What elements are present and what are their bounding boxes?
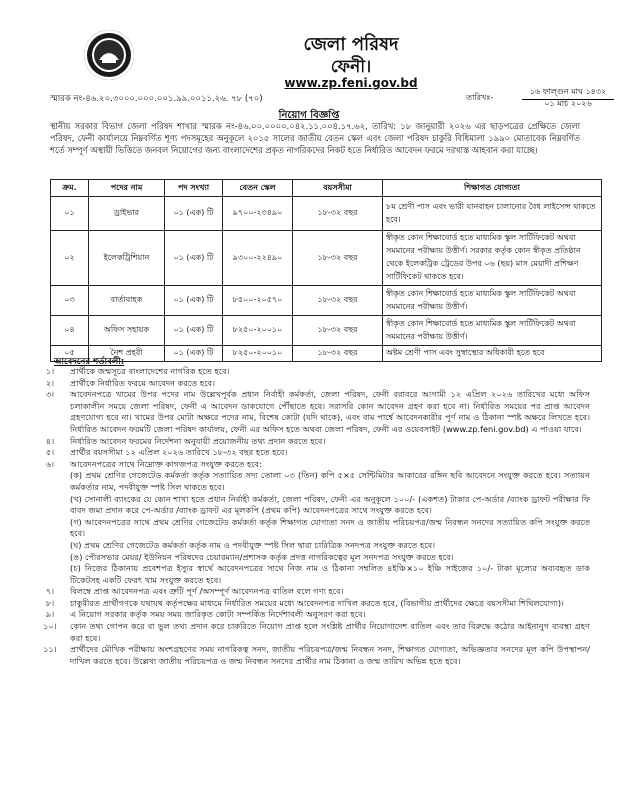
district-name: ফেনী। <box>330 57 372 77</box>
posts-table <box>50 179 602 362</box>
cell-qualification: স্বীকৃত কোন শিক্ষাবোর্ড হতে মাধ্যমিক স্কুল সার্টিফিকেট অথবা সমমানের পরীক্ষায় উত্তীর্ণ। সরকার কর্তৃক কোন স্বীকৃত প্রতিষ্ঠান থেকে ইলেকট্রিক ট্রেডের উপর ০৬ (ছয়) মাস মেয়াদী প্রশিক্ষণ সার্টিফিকেট থাকতে হবে। <box>383 231 602 286</box>
notice-title: নিয়োগ বিজ্ঞপ্তি <box>278 110 340 121</box>
col-age: বয়সসীমা <box>293 180 383 197</box>
memo-number: স্মারক নং-৪৬.২০.৩০০০.০০০.০০১.৯৯.০০১১.২৬. ৭৮ (৭০) <box>50 94 263 104</box>
condition-number: ৫। <box>45 447 55 458</box>
condition-text: কোন তথ্য গোপন করে বা ভুল তথ্য প্রদান করে চাকরিতে নিয়োগ প্রাপ্ত হলে সংশ্লিষ্ট প্রার্থীর নিয়োগাদেশ বাতিল এবং তার বিরুদ্ধে কঠোর আইনানুগ ব্যবস্থা গ্রহণ করা হবে। <box>70 621 590 643</box>
sub-condition: (চ) নিজের ঠিকানায় প্রবেশপত্র ইস্যুর স্বার্থে আবেদনপত্রের সাথে নিজ নাম ও ঠিকানা সম্বলিত ৪ইঞ্চি×১০ ইঞ্চি সাইজের ১০/- টাকা মূল্যের অব্যবহৃত ডাক টিকেটসহ একটি ফেরৎ খাম সংযুক্ত করতে হবে। <box>70 563 590 585</box>
cell-qualification: ৮ম শ্রেণী পাস এবং ভারী যানবাহন চালানোর বৈধ লাইসেন্স থাকতে হবে। <box>383 197 602 231</box>
condition-item <box>30 447 590 459</box>
cell-age: ১৮-৩২ বছর <box>293 286 383 316</box>
cell-scale: ৮২৫০-২০০১০ <box>223 346 293 362</box>
condition-text: বিলম্বে প্রাপ্ত আবেদনপত্র এবং ত্রুটি পূর্ণ /অসম্পূর্ণ আবেদনপত্র বাতিল বলে গণ্য হবে। <box>70 586 344 597</box>
condition-item <box>30 366 590 378</box>
table-row <box>51 197 602 231</box>
table-header-row <box>51 180 602 197</box>
sub-condition: (ঙ) পৌরসভার মেয়র/ ইউনিয়ন পরিষদের চেয়ারম্যান/প্রশাসক কর্তৃক প্রদত্ত নাগরিকত্বের মূল সনদপত্র সংযুক্ত করতে হবে। <box>70 551 454 562</box>
condition-item <box>30 609 590 621</box>
condition-number: ৮। <box>45 597 55 608</box>
cell-serial: ০১ <box>51 197 89 231</box>
condition-text: প্রার্থীকে জন্মসূত্রে বাংলাদেশের নাগরিক হতে হবে। <box>70 366 230 376</box>
condition-text: প্রার্থীদের মৌখিক পরীক্ষায় অংশগ্রহণের সময় নাগরিকত্ব সনদ, জাতীয় পরিচয়পত্র/জন্ম নিবন্ধন সনদ, শিক্ষাগত যোগ্যতা, অভিজ্ঞতার সনদের মূল কপি উপস্থাপন/দাখিল করতে হবে। উল্লেখ্য জাতীয় পরিচয়পত্র ও জন্ম নিবন্ধন সনদের প্রার্থীর নাম ঠিকানা ও জন্ম তারিখ অভিন্ন হতে হবে। <box>70 644 590 666</box>
sub-condition: (ক) প্রথম শ্রেণির গেজেটেড কর্মকর্তা কর্তৃক সত্যায়িত সদ্য তোলা ০৩ (তিন) কপি ৫×৫ সেন্টিমিটার আকারের রঙ্গিন ছবি আবেদনে সংযুক্ত করতে হবে। সত্যায়ন কর্মকর্তার নাম, পদবীযুক্ত স্পষ্ট সিল থাকতে হবে। <box>70 470 590 492</box>
condition-item <box>30 389 590 435</box>
cell-scale: ৯৩০০-২২৪৯০ <box>223 231 293 286</box>
condition-number: ৭। <box>45 586 55 597</box>
cell-scale: ৮৫০০-২০৫৭০ <box>223 286 293 316</box>
table-row <box>51 316 602 346</box>
sub-condition: (গ) আবেদনপত্রের সাথে প্রথম শ্রেণির গেজেটেড কর্মকর্তা কর্তৃক শিক্ষাগত যোগ্যতা সনদ ও জাতীয় পরিচয়পত্র/জন্ম নিবন্ধন সনদের সত্যায়িত কপি সংযুক্ত করতে হবে। <box>70 516 590 539</box>
cell-serial: ০৩ <box>51 286 89 316</box>
condition-item <box>30 621 590 644</box>
sub-condition: (খ) সোনালী ব্যাংকের যে কোন শাখা হতে প্রধান নির্বাহী কর্মকর্তা, জেলা পরিষদ, ফেনী এর অনুকূলে ১০০/- (একশত) টাকার পে-অর্ডার /ব্যাংক ড্রাফট পরীক্ষার ফি বাবদ জমা প্রদান করে পে-অর্ডার /ব্যাংক ড্রাফট এর মূলকপি (প্রথম কপি) আবেদনপত্রের সাথে সংযুক্ত করতে হবে। <box>70 493 590 516</box>
condition-item <box>30 378 590 390</box>
condition-text: চাকুরীরত প্রার্থীগণকে যথাযথ কর্তৃপক্ষের মাধ্যমে নির্ধারিত সময়ের মধ্যে আবেদনপত্র দাখিল করতে হবে, (বিভাগীয় প্রার্থীদের ক্ষেত্রে বয়সসীমা শিথিলযোগ্য)। <box>70 597 564 608</box>
condition-text: আবেদনপত্রের সাথে নিম্নোক্ত কাগজপত্র সংযুক্ত করতে হবে: <box>70 458 262 469</box>
cell-count: ০১ (এক) টি <box>165 286 223 316</box>
date-bangla: ১৬ ফাল্গুন মাঘ ১৪৩২ <box>522 86 614 100</box>
cell-post: নৈশ প্রহরী <box>89 346 165 362</box>
cell-serial: ০২ <box>51 231 89 286</box>
cell-count: ০১ (এক) টি <box>165 316 223 346</box>
conditions-list <box>30 366 590 667</box>
condition-number: ৩। <box>45 389 55 400</box>
condition-block <box>70 459 590 587</box>
cell-post: ইলেকট্রিশিয়ান <box>89 231 165 286</box>
col-serial: ক্রম. <box>51 180 89 197</box>
col-qualification: শিক্ষাগত যোগ্যতা <box>383 180 602 197</box>
condition-text: নির্ধারিত আবেদন ফরমের নির্দেশনা অনুযায়ী প্রয়োজনীয় তথ্য প্রদান করতে হবে। <box>70 435 326 446</box>
condition-text: এ নিয়োগ সরকার কর্তৃক সময় সময় জারিকৃত কোটা সম্পর্কিত নির্দেশাবলী অনুসরণ করা হবে। <box>70 609 366 620</box>
cell-serial: ০৪ <box>51 316 89 346</box>
sub-condition: (ঘ) প্রথম শ্রেণির গেজেটেড কর্মকর্তা কর্তৃক নাম ও পদবীযুক্ত স্পষ্ট সিল দ্বারা চারিত্রিক সনদপত্র সংযুক্ত করতে হবে। <box>70 539 436 550</box>
condition-number: ৬। <box>45 458 55 469</box>
cell-serial: ০৫ <box>51 346 89 362</box>
condition-text: প্রার্থীর বয়সসীমা ১২ এপ্রিল ২০২৬ তারিখে ১৮-৩২ বছর হতে হবে। <box>70 447 288 458</box>
cell-post: বার্তাবাহক <box>89 286 165 316</box>
cell-age: ১৮-৩২ বছর <box>293 316 383 346</box>
cell-qualification: অষ্টম শ্রেণী পাস এবং সুস্বাস্থ্যের অধিকারী হতে হবে <box>383 346 602 362</box>
cell-scale: ৮২৫০-২০০১০ <box>223 316 293 346</box>
condition-number: ১০। <box>43 621 57 632</box>
condition-text: আবেদনপত্রে খামের উপর পদের নাম উল্লেখপূর্বক প্রধান নির্বাহী কর্মকর্তা, জেলা পরিষদ, ফেনী বরাবরে আগামী ১২ এপ্রিল ২০২৬ তারিখের মধ্যে অফিস চলাকালীন সময়ে জেলা পরিষদ, ফেনী এ আবেদন ডাকযোগে পৌঁছাতে হবে। সরাসরি কোন আবেদন গ্রহণ করা হবে না। নির্ধারিত সময়ের পর প্রাপ্ত আবেদন গ্রহণযোগ্য হবে না। খামের উপর মোটা অক্ষরে পদের নাম, বিশেষ কোটা (যদি থাকে), এবং বাম পার্শ্বে আবেদনকারীর পূর্ণ নাম ও ঠিকানা স্পষ্ট অক্ষরে লিখতে হবে। নির্ধারিত আবেদন ফরমটি জেলা পরিষদ কার্যালয়, ফেনী এর অফিস হতে অথবা জেলা পরিষদ, ফেনী এর ওয়েবসাইট (www.zp.feni.gov.bd) এ পাওয়া যাবে। <box>70 389 590 434</box>
website-link[interactable]: www.zp.feni.gov.bd <box>284 76 418 90</box>
cell-post: ড্রাইভার <box>89 197 165 231</box>
cell-age: ১৮-৩২ বছর <box>293 197 383 231</box>
cell-qualification: স্বীকৃত কোন শিক্ষাবোর্ড হতে মাধ্যমিক স্কুল সার্টিফিকেট অথবা সমমানের পরীক্ষায় উত্তীর্ণ। <box>383 286 602 316</box>
date-english: ০১ মার্চ ২০২৬ <box>544 99 592 108</box>
cell-age: ১৮-৩২ বছর <box>293 231 383 286</box>
cell-post: অফিস সহায়ক <box>89 316 165 346</box>
col-post: পদের নাম <box>89 180 165 197</box>
date-label: তারিখঃ- <box>466 93 494 102</box>
cell-count: ০১ (এক) টি <box>165 346 223 362</box>
notice-intro: স্থানীয় সরকার বিভাগ জেলা পরিষদ শাখার স্মারক নং-৪৬.০০.০০০০.০৪২.১১.০০৪.১৭.৬২, তারিখ: ১৮ জানুয়ারী ২০২৬ এর ছাড়পত্রের প্রেক্ষিতে জেলা পরিষদ, ফেনী কার্যালয়ে নিম্নবর্ণিত শূণ্য পদসমূহের অনুকূলে ২০১৫ সালের জাতীয় বেতন স্কেল এবং জেলা পরিষদ চাকুরি বিধিমালা ১৯৯০ মোতাবেক নিম্নবর্ণিত শর্তে সম্পূর্ণ অস্থায়ী ভিত্তিতে জনবল নিয়োগের জন্য বাংলাদেশের প্রকৃত নাগরিকদের নিকট হতে নির্ধারিত আবেদন ফরমে দরখাস্ত আহবান করা যাচ্ছে। <box>50 121 580 155</box>
condition-item <box>30 598 590 610</box>
condition-number: ১১। <box>43 644 57 655</box>
condition-item <box>30 644 590 667</box>
condition-item <box>30 586 590 598</box>
table-row <box>51 231 602 286</box>
condition-number: ৪। <box>45 435 55 446</box>
cell-scale: ৯৭০০-২৩৪৯০ <box>223 197 293 231</box>
table-row <box>51 286 602 316</box>
condition-number: ৯। <box>45 609 55 620</box>
condition-text: প্রার্থীকে নির্ধারিত ফরমে আবেদন করতে হবে। <box>70 377 215 388</box>
condition-number: ২। <box>45 377 55 388</box>
conditions-title: আবেদনের শর্তাবলী: <box>54 357 125 367</box>
table-row <box>51 346 602 362</box>
cell-count: ০১ (এক) টি <box>165 197 223 231</box>
condition-item <box>30 436 590 448</box>
condition-number: ১। <box>45 366 55 376</box>
col-scale: বেতন স্কেল <box>223 180 293 197</box>
cell-count: ০১ (এক) টি <box>165 231 223 286</box>
org-name: জেলা পরিষদ <box>303 34 399 55</box>
cell-qualification: স্বীকৃত কোন শিক্ষাবোর্ড হতে মাধ্যমিক স্কুল সার্টিফিকেট অথবা সমমানের পরীক্ষায় উত্তীর্ণ। <box>383 316 602 346</box>
cell-age: ১৮-৩২ বছর <box>293 346 383 362</box>
col-count: পদ সংখ্যা <box>165 180 223 197</box>
condition-item <box>30 459 590 587</box>
